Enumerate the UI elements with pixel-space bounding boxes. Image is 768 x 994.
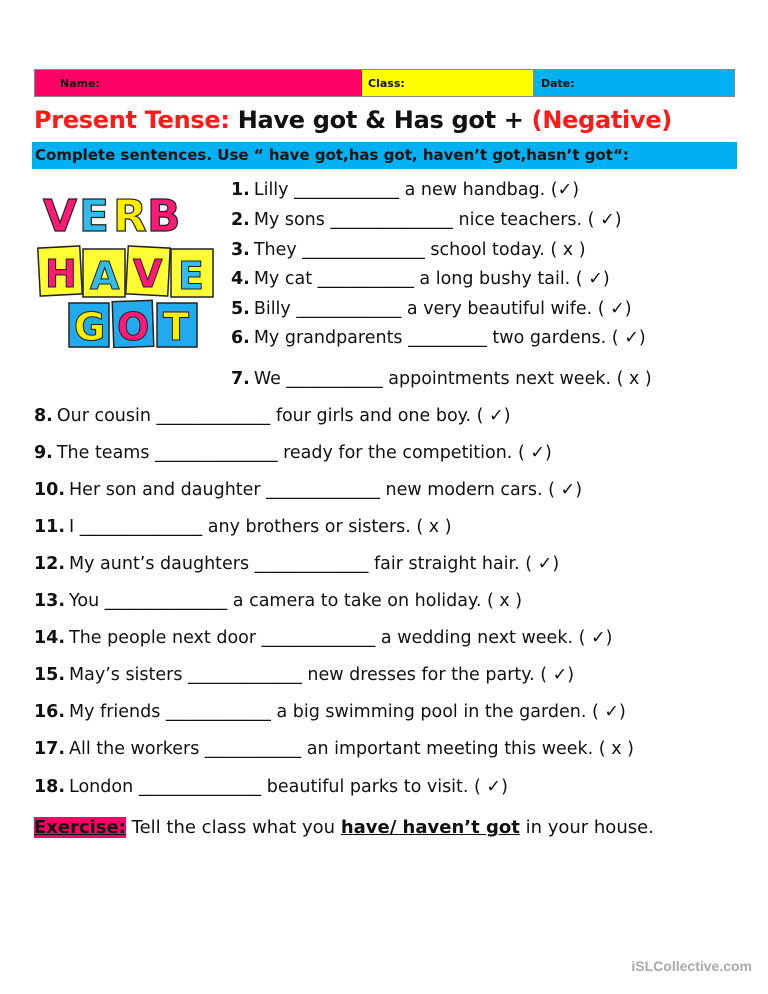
- question-number: 7.: [231, 369, 250, 389]
- svg-text:O: O: [117, 305, 150, 348]
- date-field: Date:: [534, 70, 734, 96]
- exercise-emphasis: have/ haven’t got: [340, 817, 520, 838]
- question-text: My grandparents _________ two gardens. ( ✓): [253, 328, 646, 348]
- question-number: 10.: [34, 480, 66, 500]
- question-text: The people next door _____________ a wedding next week. ( ✓): [69, 628, 613, 648]
- question-item: [34, 739, 634, 759]
- question-text: Her son and daughter _____________ new modern cars. ( ✓): [69, 480, 583, 500]
- question-number: 14.: [34, 628, 66, 648]
- question-text: My aunt’s daughters _____________ fair straight hair. ( ✓): [69, 554, 560, 574]
- class-field: Class:: [362, 70, 534, 96]
- question-number: 3.: [231, 240, 250, 260]
- question-text: Billy ____________ a very beautiful wife. ( ✓): [253, 299, 632, 319]
- svg-text:B: B: [147, 191, 181, 242]
- svg-text:T: T: [163, 305, 189, 348]
- question-text: We ___________ appointments next week. ( x ): [253, 369, 652, 389]
- exercise-text-end: in your house.: [519, 817, 654, 838]
- watermark: iSLCollective.com: [631, 958, 752, 974]
- svg-text:V: V: [133, 252, 163, 296]
- question-text: I ______________ any brothers or sisters. ( x ): [69, 517, 452, 537]
- header-bar: [34, 69, 735, 97]
- name-field: Name:: [35, 70, 362, 96]
- question-item: [34, 517, 452, 537]
- svg-text:V: V: [43, 191, 78, 242]
- question-item: [34, 591, 522, 611]
- exercise: [34, 817, 654, 838]
- question-number: 13.: [34, 591, 66, 611]
- question-item: [34, 702, 626, 722]
- question-number: 15.: [34, 665, 66, 685]
- question-number: 16.: [34, 702, 66, 722]
- question-text: Lilly ____________ a new handbag. (✓): [253, 180, 580, 200]
- question-number: 4.: [231, 269, 250, 289]
- question-number: 2.: [231, 210, 250, 230]
- question-number: 17.: [34, 739, 66, 759]
- title-part1: Present Tense:: [34, 106, 230, 134]
- question-item: [231, 369, 652, 389]
- question-number: 1.: [231, 180, 250, 200]
- question-text: My cat ___________ a long bushy tail. ( ✓): [253, 269, 610, 289]
- question-text: Our cousin _____________ four girls and one boy. ( ✓): [56, 406, 511, 426]
- question-text: The teams ______________ ready for the competition. ( ✓): [56, 443, 552, 463]
- question-text: London ______________ beautiful parks to visit. ( ✓): [69, 777, 508, 797]
- question-number: 11.: [34, 517, 66, 537]
- svg-text:E: E: [178, 254, 204, 298]
- title-part3: (Negative): [531, 106, 672, 134]
- question-item: [34, 665, 574, 685]
- question-item: [231, 240, 586, 260]
- question-item: [34, 406, 511, 426]
- question-number: 8.: [34, 406, 53, 426]
- question-number: 6.: [231, 328, 250, 348]
- question-text: May’s sisters _____________ new dresses for the party. ( ✓): [69, 665, 575, 685]
- svg-text:G: G: [74, 305, 106, 348]
- exercise-text: Tell the class what you: [125, 817, 341, 838]
- svg-text:H: H: [45, 252, 77, 296]
- question-item: [34, 554, 559, 574]
- question-text: They ______________ school today. ( x ): [253, 240, 586, 260]
- question-text: You ______________ a camera to take on holiday. ( x ): [69, 591, 523, 611]
- svg-text:R: R: [113, 191, 147, 242]
- instruction: Complete sentences. Use “ have got,has got, haven’t got,hasn’t got“:: [32, 142, 737, 169]
- question-text: My sons ______________ nice teachers. ( ✓): [253, 210, 622, 230]
- verb-have-got-logo: [35, 183, 225, 348]
- question-number: 5.: [231, 299, 250, 319]
- page-title: [34, 106, 672, 134]
- question-number: 9.: [34, 443, 53, 463]
- svg-text:E: E: [79, 191, 110, 242]
- title-part2: Have got & Has got +: [229, 106, 532, 134]
- question-item: [231, 269, 610, 289]
- question-item: [231, 210, 622, 230]
- exercise-label: Exercise:: [34, 817, 126, 838]
- question-number: 18.: [34, 777, 66, 797]
- question-text: All the workers ___________ an important meeting this week. ( x ): [69, 739, 634, 759]
- question-item: [34, 628, 612, 648]
- question-item: [231, 328, 646, 348]
- question-item: [34, 443, 552, 463]
- question-item: [34, 777, 508, 797]
- question-item: [231, 180, 579, 200]
- svg-text:A: A: [90, 254, 120, 298]
- question-number: 12.: [34, 554, 66, 574]
- question-text: My friends ____________ a big swimming pool in the garden. ( ✓): [69, 702, 626, 722]
- question-item: [231, 299, 632, 319]
- question-item: [34, 480, 582, 500]
